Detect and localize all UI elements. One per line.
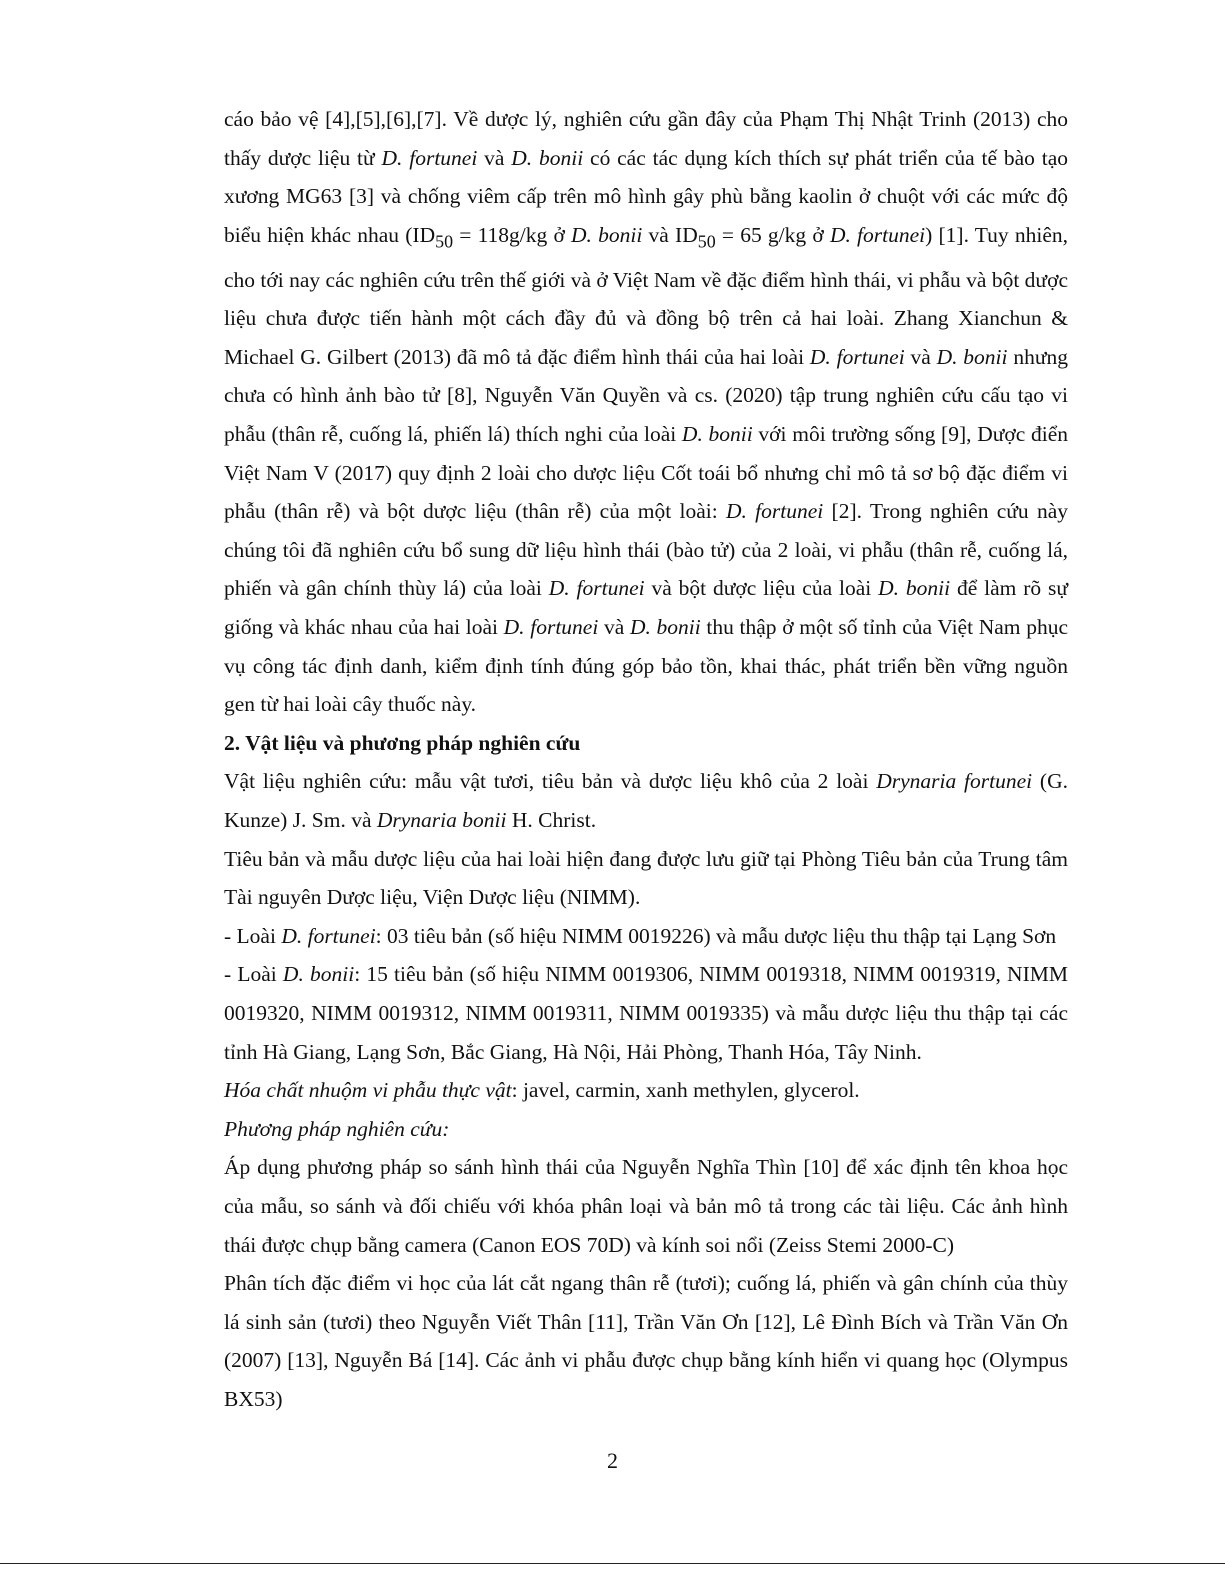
text-run: nhưng chưa có hình ảnh bào tử [8], Nguyễn Văn Quyền và cs. (2020) tập trung nghiên cứu cấu tạo vi phẫu (thân rễ, cuống lá, phiến lá) thích nghi của loài [224,344,1068,447]
method-anatomy-paragraph: Phân tích đặc điểm vi học của lát cắt ngang thân rễ (tươi); cuống lá, phiến và gân chính của thùy lá sinh sản (tươi) theo Nguyễn Viết Thân [11], Trần Văn Ơn [12], Lê Đình Bích và Trần Văn Ơn (2007) [13], Nguyễn Bá [14]. Các ảnh vi phẫu được chụp bằng kính hiển vi quang học (Olympus BX53) [224,1271,1068,1411]
chemicals-paragraph [224,1071,1068,1110]
text-run: = 65 g/kg ở [715,222,830,247]
text-run: có các tác dụng kích thích sự phát triển của tế bào tạo xương MG63 [3] và chống viêm cấp trên mô hình gây phù bằng kaolin ở chuột với các mức độ biểu hiện khác nhau (ID [224,145,1069,247]
text-run: và [598,615,630,640]
method-morphology-paragraph: Áp dụng phương pháp so sánh hình thái của Nguyễn Nghĩa Thìn [10] để xác định tên khoa học của mẫu, so sánh và đối chiếu với khóa phân loại và bản mô tả trong các tài liệu. Các ảnh hình thái được chụp bằng camera (Canon EOS 70D) và kính soi nổi (Zeiss Stemi 2000-C) [224,1155,1068,1257]
text-run: cáo bảo vệ [4],[5],[6],[7]. Về dược lý, nghiên cứu gần đây của Phạm Thị Nhật Trinh (2013) cho thấy dược liệu từ [224,107,1068,170]
text-run: : 15 tiêu bản (số hiệu NIMM 0019306, NIMM 0019318, NIMM 0019319, NIMM 0019320, NIMM 0019312, NIMM 0019311, NIMM 0019335) và mẫu dược liệu thu thập tại các tỉnh Hà Giang, Lạng Sơn, Bắc Giang, Hà Nội, Hải Phòng, Thanh Hóa, Tây Ninh. [224,962,1068,1064]
subscript: 50 [697,231,716,252]
species-name: D. fortunei [829,222,926,247]
species-name: D. bonii [878,576,951,601]
storage-paragraph: Tiêu bản và mẫu dược liệu của hai loài hiện đang được lưu giữ tại Phòng Tiêu bản của Trung tâm Tài nguyên Dược liệu, Viện Dược liệu (NIMM). [224,846,1068,910]
species-name: Drynaria fortunei [876,769,1033,794]
text-run: với môi trường sống [9], Dược điển Việt Nam V (2017) quy định 2 loài cho dược liệu Cốt toái bổ nhưng chỉ mô tả sơ bộ đặc điểm vi phẫu (thân rễ) và bột dược liệu (thân rễ) của một loài: [224,422,1068,524]
text-run: và [904,344,937,369]
section-heading: 2. Vật liệu và phương pháp nghiên cứu [224,730,581,755]
text-run: (G. Kunze) J. Sm. và [224,769,1068,832]
text-run: - Loài [224,962,283,987]
text-run: H. Christ. [506,807,597,832]
species-name: D. fortunei [809,344,905,369]
methods-label [224,1110,1068,1149]
text-run: : 03 tiêu bản (số hiệu NIMM 0019226) và mẫu dược liệu thu thập tại Lạng Sơn [375,923,1057,948]
chemicals-label: Hóa chất nhuộm vi phẫu thực vật [224,1078,512,1103]
text-run: Vật liệu nghiên cứu: mẫu vật tươi, tiêu bản và dược liệu khô của 2 loài [224,769,877,794]
text-run: và bột dược liệu của loài [644,576,879,601]
species-name: D. bonii [629,615,701,640]
species-name: D. fortunei [548,576,645,601]
species-name: D. fortunei [726,499,824,524]
species-name: D. bonii [511,145,584,170]
bonii-specimen-item [224,955,1068,1071]
bottom-divider [0,1563,1225,1564]
materials-paragraph [224,762,1068,839]
text-run: = 118g/kg ở [453,222,572,247]
fortunei-specimen-item [224,917,1068,956]
species-name: D. bonii [936,344,1008,369]
text-run: - Loài [224,923,282,948]
intro-paragraph [224,100,1068,724]
species-name: D. fortunei [381,145,478,170]
subscript: 50 [435,231,454,252]
text-run: : javel, carmin, xanh methylen, glycerol. [511,1078,860,1103]
species-name: D. bonii [571,222,643,247]
species-name: D. fortunei [503,615,599,640]
species-name: D. fortunei [281,923,376,948]
text-run: để làm rõ sự giống và khác nhau của hai loài [224,576,1069,640]
document-body [224,100,1068,1418]
page-number: 2 [607,1448,618,1473]
text-run: thu thập ở một số tỉnh của Việt Nam phục vụ công tác định danh, kiểm định tính đúng góp bảo tồn, khai thác, phát triển bền vững nguồn gen từ hai loài cây thuốc này. [224,615,1068,717]
species-name: D. bonii [282,962,355,987]
text-run: [2]. Trong nghiên cứu này chúng tôi đã nghiên cứu bổ sung dữ liệu hình thái (bào tử) của 2 loài, vi phẫu (thân rễ, cuống lá, phiến và gân chính thùy lá) của loài [224,499,1068,601]
species-name: Drynaria bonii [376,807,507,832]
text-run: ) [1]. Tuy nhiên, cho tới nay các nghiên cứu trên thế giới và ở Việt Nam về đặc điểm hình thái, vi phẫu và bột dược liệu chưa được tiến hành một cách đầy đủ và đồng bộ trên cả hai loài. Zhang Xianchun & Michael G. Gilbert (2013) đã mô tả đặc điểm hình thái của hai loài [224,222,1069,369]
text-run: và ID [642,222,698,247]
species-name: D. bonii [681,422,753,447]
text-run: và [477,145,512,170]
methods-label-text: Phương pháp nghiên cứu: [224,1116,450,1141]
